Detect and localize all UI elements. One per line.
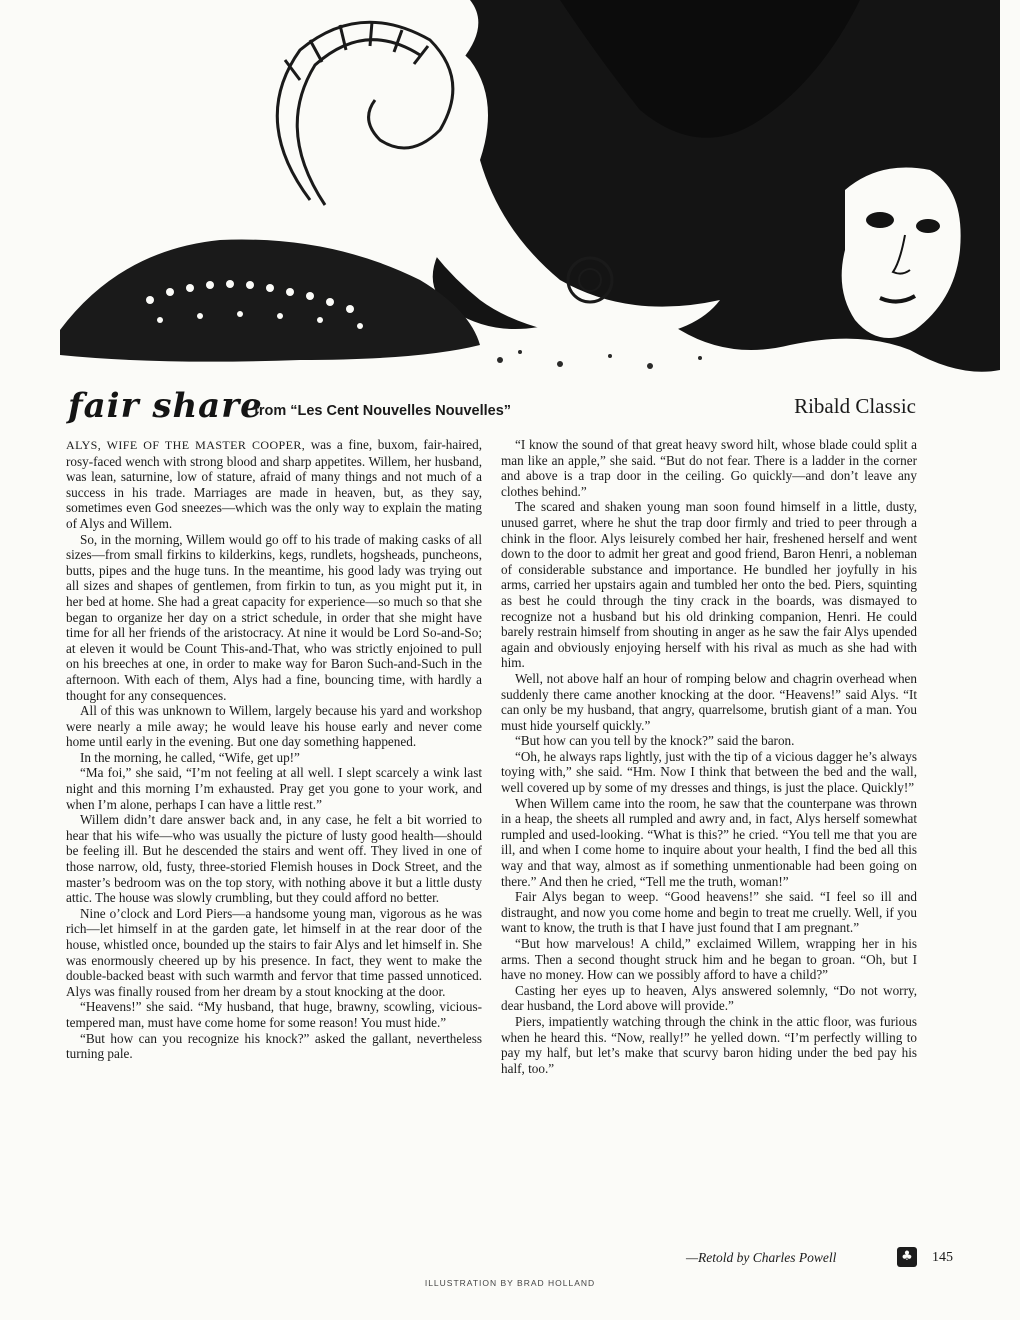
lead-in: ALYS, WIFE OF THE MASTER COOPER,: [66, 438, 306, 452]
paragraph-16: Fair Alys began to weep. “Good heavens!” she said. “I feel so ill and distraught, and now you come home and begin to treat me cruelly. Well, if you want to know, the truth is that I have just found that I am pregnant.”: [501, 889, 917, 936]
paragraph-18: Casting her eyes up to heaven, Alys answered solemnly, “Do not worry, dear husband, the Lord above will provide.”: [501, 982, 917, 1014]
paragraph-6: Willem didn’t dare answer back and, in any case, he felt a bit worried to hear that his wife—who was usually the picture of lusty good health—should be feeling ill. But he descended the stairs and went off. They lived in one of those narrow, old, fusty, three-storied Flemish houses in Dock Street, and the master’s bedroom was on the top story, with nothing above it but a little dusty attic. The house was slowly crumbling, but they could afford no better.: [66, 812, 482, 906]
paragraph-13: “But how can you tell by the knock?” said the baron.: [515, 733, 795, 749]
illustration-credit: ILLUSTRATION BY BRAD HOLLAND: [424, 1278, 596, 1288]
eye-left-shape: [866, 212, 894, 228]
paragraph-4: In the morning, he called, “Wife, get up!”: [80, 749, 300, 765]
paragraph-10: “I know the sound of that great heavy sword hilt, whose blade could split a man like an apple,” she said. “But do not fear. There is a ladder in the corner and above is a trap door in the ceiling. Go quickly—and don’t leave any clothes behind.”: [501, 437, 917, 499]
textured-mound-shape: [60, 240, 480, 362]
illustration: [0, 0, 1020, 385]
paragraph-7: Nine o’clock and Lord Piers—a handsome young man, vigorous as he was rich—let himself in at the garden gate, let himself in at the rear door of the house, whistled once, bounded up the stairs to fair Alys and let himself in. She was enormously cheered up by his presence. In fact, they went to make the double-backed beast with such warmth and fervor that time passed unnoticed. Alys was finally roused from her dream by a stout knocking at the door.: [66, 905, 482, 999]
paragraph-12: Well, not above half an hour of romping below and chagrin overhead when suddenly there came another knocking at the door. “Heavens!” said Alys. “It can only be my husband, that angry, quarrelsome, brutish giant of a man. You must hide yourself quickly.”: [501, 670, 917, 733]
pebbles-shape: [497, 350, 702, 369]
page-number: 145: [932, 1250, 953, 1265]
paragraph-2: So, in the morning, Willem would go off to his trade of making casks of all sizes—from small firkins to kilderkins, kegs, rundlets, hogsheads, puncheons, butts, pipes and the huge tuns. In the meantime, his good lady was trying out all sizes and shapes of gentlemen, from firkin to tun, as you might put it, in her bed at home. She had a great capacity for experience—so much so that she began to organize her day on a strict schedule, in order that she might have time for all her friends of the aristocracy. At nine it would be Lord So-and-So; at eleven it would be Count This-and-That, who was strictly enjoined to pull on his breeches at one, in order to make way for Baron Such-and-Such in the afternoon. With each of them, Alys had a fine, bouncing time, with hardly a thought for any consequences.: [66, 531, 482, 703]
text-column-right: [501, 437, 917, 1267]
byline: —Retold by Charles Powell: [686, 1250, 837, 1265]
text-column-left: [66, 437, 482, 1267]
paragraph-8: “Heavens!” she said. “My husband, that huge, brawny, scowling, vicious-tempered man, must have come home for some reason! You must hide.”: [66, 999, 482, 1030]
eye-right-shape: [916, 219, 940, 233]
paragraph-17: “But how marvelous! A child,” exclaimed Willem, wrapping her in his arms. Then a second thought struck him and he began to groan. “Oh, but I have no money. How can we possibly afford to have a child?”: [501, 936, 917, 983]
paragraph-9: “But how can you recognize his knock?” asked the gallant, nevertheless turning pale.: [66, 1030, 482, 1062]
paragraph-14: “Oh, he always raps lightly, just with the tip of a vicious dagger he’s always toying with,” she said. “Hm. Now I think that between the bed and the wall, well covered up by some of my dresses and things, is just the place. Quickly!”: [501, 748, 917, 796]
playboy-rabbit-icon: ♣: [897, 1247, 917, 1267]
story-source: from “Les Cent Nouvelles Nouvelles”: [254, 403, 512, 419]
paragraph-19: Piers, impatiently watching through the chink in the attic floor, was furious when he heard this. “Now, really!” he yelled down. “I’m perfectly willing to pay my half, but let’s make that scurvy baron hiding under the bed pay his half, too.”: [501, 1013, 917, 1076]
paragraph-1: ALYS, WIFE OF THE MASTER COOPER, was a fine, buxom, fair-haired, rosy-faced wench with strong blood and sharp appetites. Willem, her husband, was lean, saturnine, low of stature, afraid of many things and not much of a success in his trade. Marriages are made in heaven, but, as they say, sometimes even God sneezes—which was the only way to explain the mating of Alys and Willem.: [66, 437, 482, 531]
section-label: Ribald Classic: [794, 394, 916, 418]
paragraph-5: “Ma foi,” she said, “I’m not feeling at all well. I slept scarcely a wink last night and this morning I’m exhausted. Pray get you gone to your work, and when I’m alone, perhaps I can have a little rest.”: [66, 765, 482, 812]
paragraph-15: When Willem came into the room, he saw that the counterpane was thrown in a heap, the sheets all rumpled and awry and, in fact, Alys herself somewhat rumpled and used-looking. “What is this?” he cried. “You tell me that you are ill, and when I come home to inquire about your health, I find the bed all this way and that way, almost as if something unmentionable had been going on there.” And then he cried, “Tell me the truth, woman!”: [501, 795, 917, 889]
title-row: [68, 388, 920, 428]
paragraph-11: The scared and shaken young man soon found himself in a little, dusty, unused garret, where he shut the trap door firmly and tried to peer through a chink in the floor. Alys leisurely combed her hair, freshened herself and went down to the door to admit her great and good friend, Baron Henri, a nobleman of considerable substance and importance. He bundled her joyfully in his arms, carried her upstairs again and tumbled her onto the bed. Piers, squinting as best he could through the tiny crack in the boards, was dismayed to recognize not a husband but his old drinking companion, Henri. He could barely restrain himself from shouting in anger as he saw the fair Alys upended again and obviously enjoying herself with his rival as much as she had with him.: [501, 499, 917, 671]
story-title: fair share: [68, 386, 263, 426]
paragraph-3: All of this was unknown to Willem, largely because his yard and workshop were nearly a mile away; he would leave his house early and never come home until early in the evening. But one day something happened.: [66, 703, 482, 750]
